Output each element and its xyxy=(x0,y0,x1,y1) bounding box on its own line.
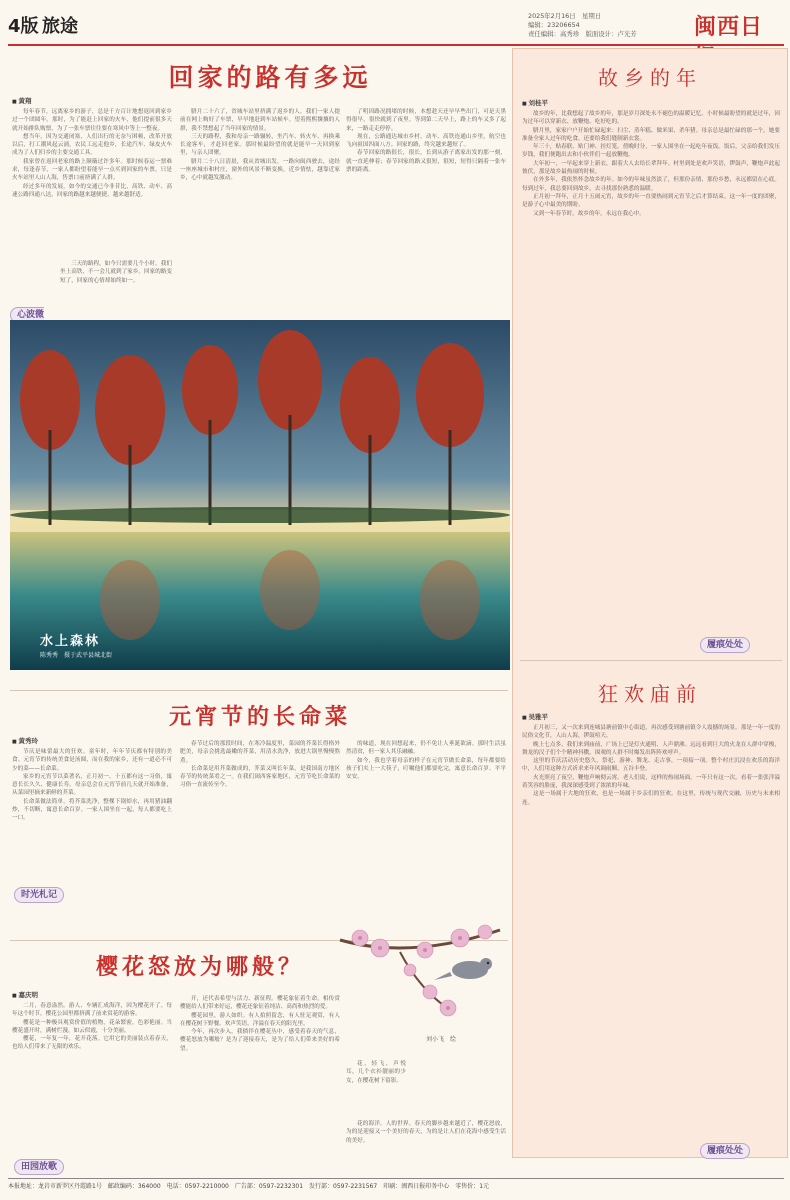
cherry-blossom-illustration xyxy=(330,900,510,1050)
article2-author: ■ 黄秀玲 xyxy=(12,736,38,745)
right-article1-author: ■ 刘桂平 xyxy=(522,98,548,107)
paragraph: 春节回家的路很长，很长，长到从游子离家出发的那一刻，就一直延伸着；春节回家的路又很短，很短，短得只隔着一张车票的距离。 xyxy=(346,150,506,174)
paragraph: 年三十，贴春联、贴门神、挂灯笼。傍晚时分，一家人围坐在一起吃年夜饭。饭后，父亲给我们发压岁钱，我们便跑出去和小伙伴们一起放鞭炮。 xyxy=(522,144,780,159)
photo-credit: 陈秀秀 摄于武平县城北街 xyxy=(40,652,113,659)
column-badge-tianyuan xyxy=(14,1154,64,1173)
paragraph: 经过多年的发展，如今的交通已今非昔比，高铁、动车、高速公路四通八达，回家的路越来越便捷，越来越舒适。 xyxy=(12,183,172,198)
header-info xyxy=(528,12,637,39)
article2-title: 元宵节的长命菜 xyxy=(168,704,351,730)
column-badge-shiguang xyxy=(14,882,64,901)
right-article1-title: 故乡的年 xyxy=(598,66,702,90)
paragraph: 了明因路况拥堵的时候，本想趁天还早早些出门，可是天黑得很早，很快就到了夜里。等到第二天早上，路上的车又多了起来，一路走走停停。 xyxy=(346,109,506,132)
right-article2-author: ■ 吴雅平 xyxy=(522,712,548,721)
section-divider xyxy=(10,690,508,691)
editor-phone: 编辑：23206654 xyxy=(528,21,580,29)
article1-title: 回家的路有多远 xyxy=(168,63,372,92)
illustration-credit: 刘小飞 绘 xyxy=(426,1036,457,1043)
column-name: 田园放歌 xyxy=(14,1159,64,1175)
article3-col1 xyxy=(12,1002,172,1152)
right-divider xyxy=(520,660,782,661)
paragraph: 腊月二十六了，省城车站里挤满了返乡的人。我们一家人提前在网上购好了车票，早早地赶到车站候车。望着熙熙攘攘的人群，我不禁想起了当年回家的情景。 xyxy=(180,109,340,132)
column-name: 履痕处处 xyxy=(700,1143,750,1159)
paragraph: 长命菜做法简单，将芥菜洗净，整棵下锅焯水，再用猪油翻炒，不切断，寓意长命百岁。一家人围坐在一起，每人都要吃上一口。 xyxy=(12,798,172,822)
paragraph: 长命菜是用芥菜做成的，芥菜又叫长年菜，是我国南方地区春节的传统菜肴之一。在我们闽西客家地区，元宵节吃长命菜的习俗一直流传至今。 xyxy=(180,765,340,789)
page-footer: 本报地址：龙岩市新罗区丹霞路1号 邮政编码：364000 电话：0597-2210000 广告部：0597-2232301 发行部：0597-2231567 印刷：闽西日报印务中心 零售价：1元 xyxy=(8,1178,784,1196)
paragraph: 正月初三，又一次来到连城县塘前镇中心街道，再次感受到塘前镇令人震撼的场景。那是一年一度的民俗文化节，人山人海，锣鼓喧天。 xyxy=(522,725,780,740)
paragraph: 三天的路程，我和母亲一路辗转，坐汽车、转火车、再换乘长途客车，才赶回老家。那时候最盼望的就是能早一天回到家里，与亲人团聚。 xyxy=(180,133,340,157)
article3-col3 xyxy=(346,1120,506,1170)
article1-col1 xyxy=(12,108,172,258)
paragraph: 晚上七点多，我们来到庙前，广场上已是灯火通明、人声鼎沸。远远看到巨大的火龙在人群中穿梭，舞龙的汉子们个个精神抖擞，围观的人群不时爆发出阵阵欢呼声。 xyxy=(522,741,780,756)
paragraph: 樱花是一种极具观赏价值的植物，花朵繁密，色彩艳丽。当樱花盛开时，满树烂漫，如云似霞，十分美丽。 xyxy=(12,1019,172,1034)
paragraph: 火光照亮了夜空，鞭炮声响彻云霄。老人们说，这样的热闹场面，一年只有这一次。看着一张张洋溢着笑容的脸庞，我深深感受到了浓浓的年味。 xyxy=(522,774,780,790)
paragraph: 又到一年春节时，故乡的年，永远在我心中。 xyxy=(533,210,645,217)
right-article2-title: 狂欢庙前 xyxy=(598,682,702,706)
column-name: 心波微 xyxy=(10,307,44,342)
paragraph: 家乡的元宵节以菜著名，正月初一、十五都有这一习俗，寓意长长久久、健康长寿。母亲总会在元宵节前几天就开始准备，从菜园里摘来新鲜的芥菜。 xyxy=(12,773,172,797)
column-name: 履痕处处 xyxy=(700,637,750,653)
paragraph: 的味道，现在回想起来，仍不免让人垂涎欲滴。那时生活虽然清贫，但一家人其乐融融。 xyxy=(346,741,506,756)
column-badge-lvhen-2 xyxy=(700,1138,750,1157)
article2-col1 xyxy=(12,748,172,898)
editor-credits: 责任编辑：高秀珍 版面设计：卢光芳 xyxy=(528,30,637,38)
photo-caption: 水上森林 xyxy=(40,634,101,649)
newspaper-logo: 闽西日 xyxy=(694,14,764,40)
right-article1-body xyxy=(522,110,780,630)
paragraph: 二月，春意盎然。游人、车辆汇成海洋，因为樱花开了。每年这个时节，樱花公园里都挤满了前来赏花的游客。 xyxy=(12,1003,172,1018)
article1-col3 xyxy=(346,108,506,318)
paragraph: 樱花，一年复一年，花开花落。它用它的美丽装点着春天，也给人们带来了无限的欢乐。 xyxy=(12,1036,172,1051)
paragraph: 故乡的年，比我想起了故乡的年，那是岁月深处永不褪色的温暖记忆。小时候最盼望的就是过年，因为过年可以穿新衣、放鞭炮、吃好吃的。 xyxy=(522,111,780,126)
section-name: 旅途 xyxy=(42,16,78,37)
page-header xyxy=(8,6,784,46)
paragraph: 腊月二十八日清晨，我从省城出发，一路向闽西驶去，途经一座座城市和村庄，窗外的风景不断变换。近乡情怯，越靠近家乡，心中就越发激动。 xyxy=(180,158,340,182)
right-article2-body xyxy=(522,724,780,1134)
paragraph: 三天的路程，如今只需要几个小时。我们坐上高铁，不一会儿就到了家乡。回家的路变短了，回家的心情却始终如一。 xyxy=(60,261,172,284)
paragraph: 在外多年，我依然怀念故乡的年。如今的年味虽然淡了，但那份亲情、那份乡愁，永远都留在心底。每到过年，我总要回到故乡，去寻找那份熟悉的温暖。 xyxy=(522,177,780,192)
column-badge-lvhen-1 xyxy=(700,632,750,651)
water-forest-illustration xyxy=(10,320,510,670)
article3-poem xyxy=(346,1060,406,1118)
paragraph: 现在，公路通达城市乡村，动车、高铁连通山乡里，航空也飞向祖国四面八方。回家的路，终究越来越短了。 xyxy=(346,133,506,149)
article1-author: ■ 黄翔 xyxy=(12,96,31,105)
paragraph: 春节过后的那段时间，在寒冷温度里，菜园的芥菜长得格外肥美，母亲会挑选最嫩的芥菜，用清水洗净，放进大锅里慢慢熬煮。 xyxy=(180,741,340,764)
paragraph: 想当年，因为交通闭塞，人们出行的无奈与困顿，改革开放以后，打工潮风起云涌，农民工远走他乡，长途汽车、绿皮火车成为了人们归乡的主要交通工具。 xyxy=(12,133,172,157)
page-number: 4版 xyxy=(8,16,39,37)
paragraph: 腊月里，家家户户开始忙碌起来：扫尘、蒸年糕、做米果、杀年猪。母亲总是最忙碌的那一个，她要准备全家人过年的吃食，还要给我们缝制新衣裳。 xyxy=(522,127,780,142)
paragraph: 正月初一拜年，正月十五闹元宵，故乡的年一直要热闹到元宵节之后才算结束。这一年一度的团聚，是游子心中最美的期盼。 xyxy=(522,193,780,209)
paragraph: 我家曾在返回老家的路上颠簸过许多年。那时候春运一票难求，每逢春节，一家人都盼望着能早一点买到回家的车票，只是火车站里人山人海，售票口前挤满了人群。 xyxy=(12,158,172,182)
paragraph: 大年初一，一早起来穿上新衣，跟着大人去给长辈拜年。村里到处是欢声笑语，锣鼓声、鞭炮声此起彼伏，那是故乡最热闹的时候。 xyxy=(522,160,780,176)
blossom-bird-drawing xyxy=(330,900,510,1050)
paragraph: 樱花园里，游人如织。有人拍照留念，有人驻足观赏，有人在樱花树下野餐。欢声笑语，洋溢在春天的阳光里。 xyxy=(180,1012,340,1027)
column-name: 时光札记 xyxy=(14,887,64,903)
article1-col2 xyxy=(180,108,340,318)
paragraph: 今年，再次步入，我徜徉在樱花丛中，感受着春天的气息，樱花怒放为哪般？是为了迎接春天，是为了给人们带来美好的希望。 xyxy=(180,1029,340,1052)
paragraph: 节庆是味蕾最大的狂欢。童年时，年年节庆都有特别的美食。元宵节的传统美食是汤圆，而在我的家乡，还有一道必不可少的菜——长命菜。 xyxy=(12,749,172,772)
article1-col1b xyxy=(60,260,172,318)
article3-author: ■ 嘉庆明 xyxy=(12,990,38,999)
forest-photo xyxy=(10,320,510,670)
article2-col2 xyxy=(180,740,340,936)
paragraph: 如今，我也学着母亲的样子在元宵节做长命菜，每年都要给孩子们夹上一大筷子，叮嘱他们都要吃完，寓意长命百岁、平平安安。 xyxy=(346,757,506,781)
article3-col2 xyxy=(180,995,340,1170)
paragraph: 这里的节庆活动历史悠久，祭祀、游神、舞龙、走古事，一项接一项。整个村庄沉浸在欢乐的海洋中，人们用这种方式祈求来年风调雨顺、五谷丰登。 xyxy=(522,758,780,773)
issue-date: 2025年2月16日 星期日 xyxy=(528,12,602,20)
paragraph: 每年春节，远离家乡的游子，总是千方百计地想返回到家乡过一个团圆年。那时，为了能赶上回家的火车，他们提前很多天就开始排队购票，为了一张车票往往要在寒风中等上一整夜。 xyxy=(12,109,172,132)
paragraph: 开，还代表希望与活力、新征程。樱花象征着生命，相传赏樱能给人们带来好运，樱花还象征着纯洁、高尚和热烈的爱。 xyxy=(180,996,340,1011)
article3-title: 樱花怒放为哪般？ xyxy=(95,954,304,980)
paragraph: 花的海洋，人的世界。春天的脚步越来越近了，樱花怒放，为的是迎接又一个美好的春天，为的是让人们在花海中感受生活的美好。 xyxy=(346,1121,506,1144)
paragraph: 花，轻飞，声悦耳，几个衣衫靓丽的少女，在樱花树下留影。 xyxy=(346,1061,406,1084)
paragraph: 这是一场属于大地的狂欢，也是一场属于乡亲们的狂欢。在这里，传统与现代交融，历史与未来相连。 xyxy=(522,791,780,806)
column-badge-xinbo xyxy=(10,302,58,318)
